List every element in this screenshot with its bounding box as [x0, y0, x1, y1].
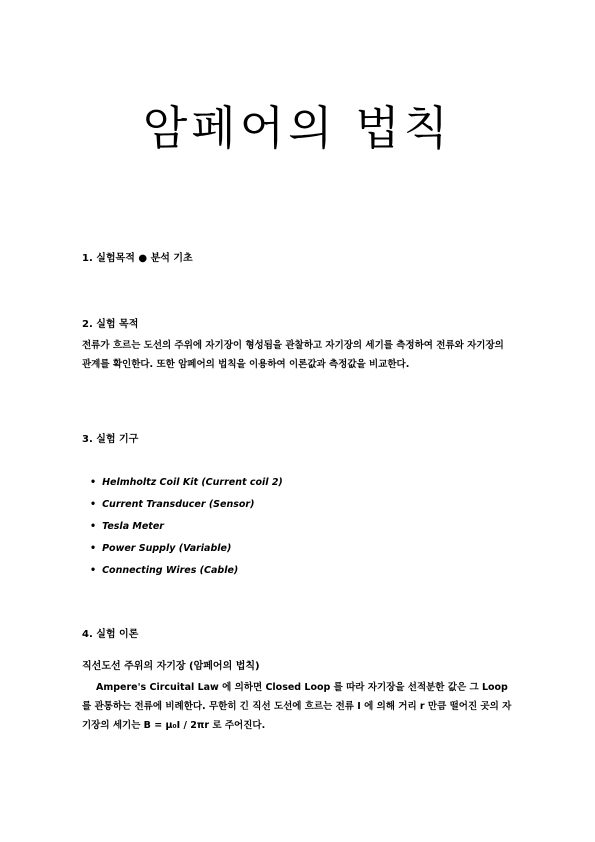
theory-subheading: 직선도선 주위의 자기장 (암페어의 법칙) — [82, 661, 260, 672]
list-item: • Connecting Wires (Cable) — [90, 565, 239, 576]
bullet-icon: • — [90, 499, 97, 510]
purpose-paragraph: 전류가 흐르는 도선의 주위에 자기장이 형성됨을 관찰하고 자기장의 세기를 측정하여 전류와 자기장의 관계를 확인한다. 또한 암페어의 법칙을 이용하여 이론값과 측정값을 비교한다. — [82, 340, 504, 370]
bullet-icon: • — [90, 477, 97, 488]
bullet-icon: • — [90, 543, 97, 554]
bullet-icon: • — [90, 521, 97, 532]
section-heading-equipment: 3. 실험 기구 — [82, 434, 139, 445]
document-title: 암페어의 법칙 — [142, 101, 453, 155]
bullet-icon: • — [90, 565, 97, 576]
list-item: • Power Supply (Variable) — [90, 543, 232, 554]
intro-heading: 1. 실험목적 ● 분석 기초 — [82, 253, 193, 264]
list-item: • Current Transducer (Sensor) — [90, 499, 255, 510]
theory-paragraph: Ampere's Circuital Law 에 의하면 Closed Loop 를 따라 자기장을 선적분한 값은 그 Loop 를 관통하는 전류에 비례한다. 무한히 긴 직선 도선에 흐르는 전류 I 에 의해 거리 r 만큼 떨어진 곳의 자기장의 세기는 B = μ₀I / 2πr 로 주어진다. — [82, 682, 512, 731]
list-item: • Helmholtz Coil Kit (Current coil 2) — [90, 477, 283, 488]
list-item: • Tesla Meter — [90, 521, 164, 532]
equipment-list — [90, 472, 283, 582]
section-heading-theory: 4. 실험 이론 — [82, 629, 139, 640]
section-heading-purpose: 2. 실험 목적 — [82, 319, 139, 330]
